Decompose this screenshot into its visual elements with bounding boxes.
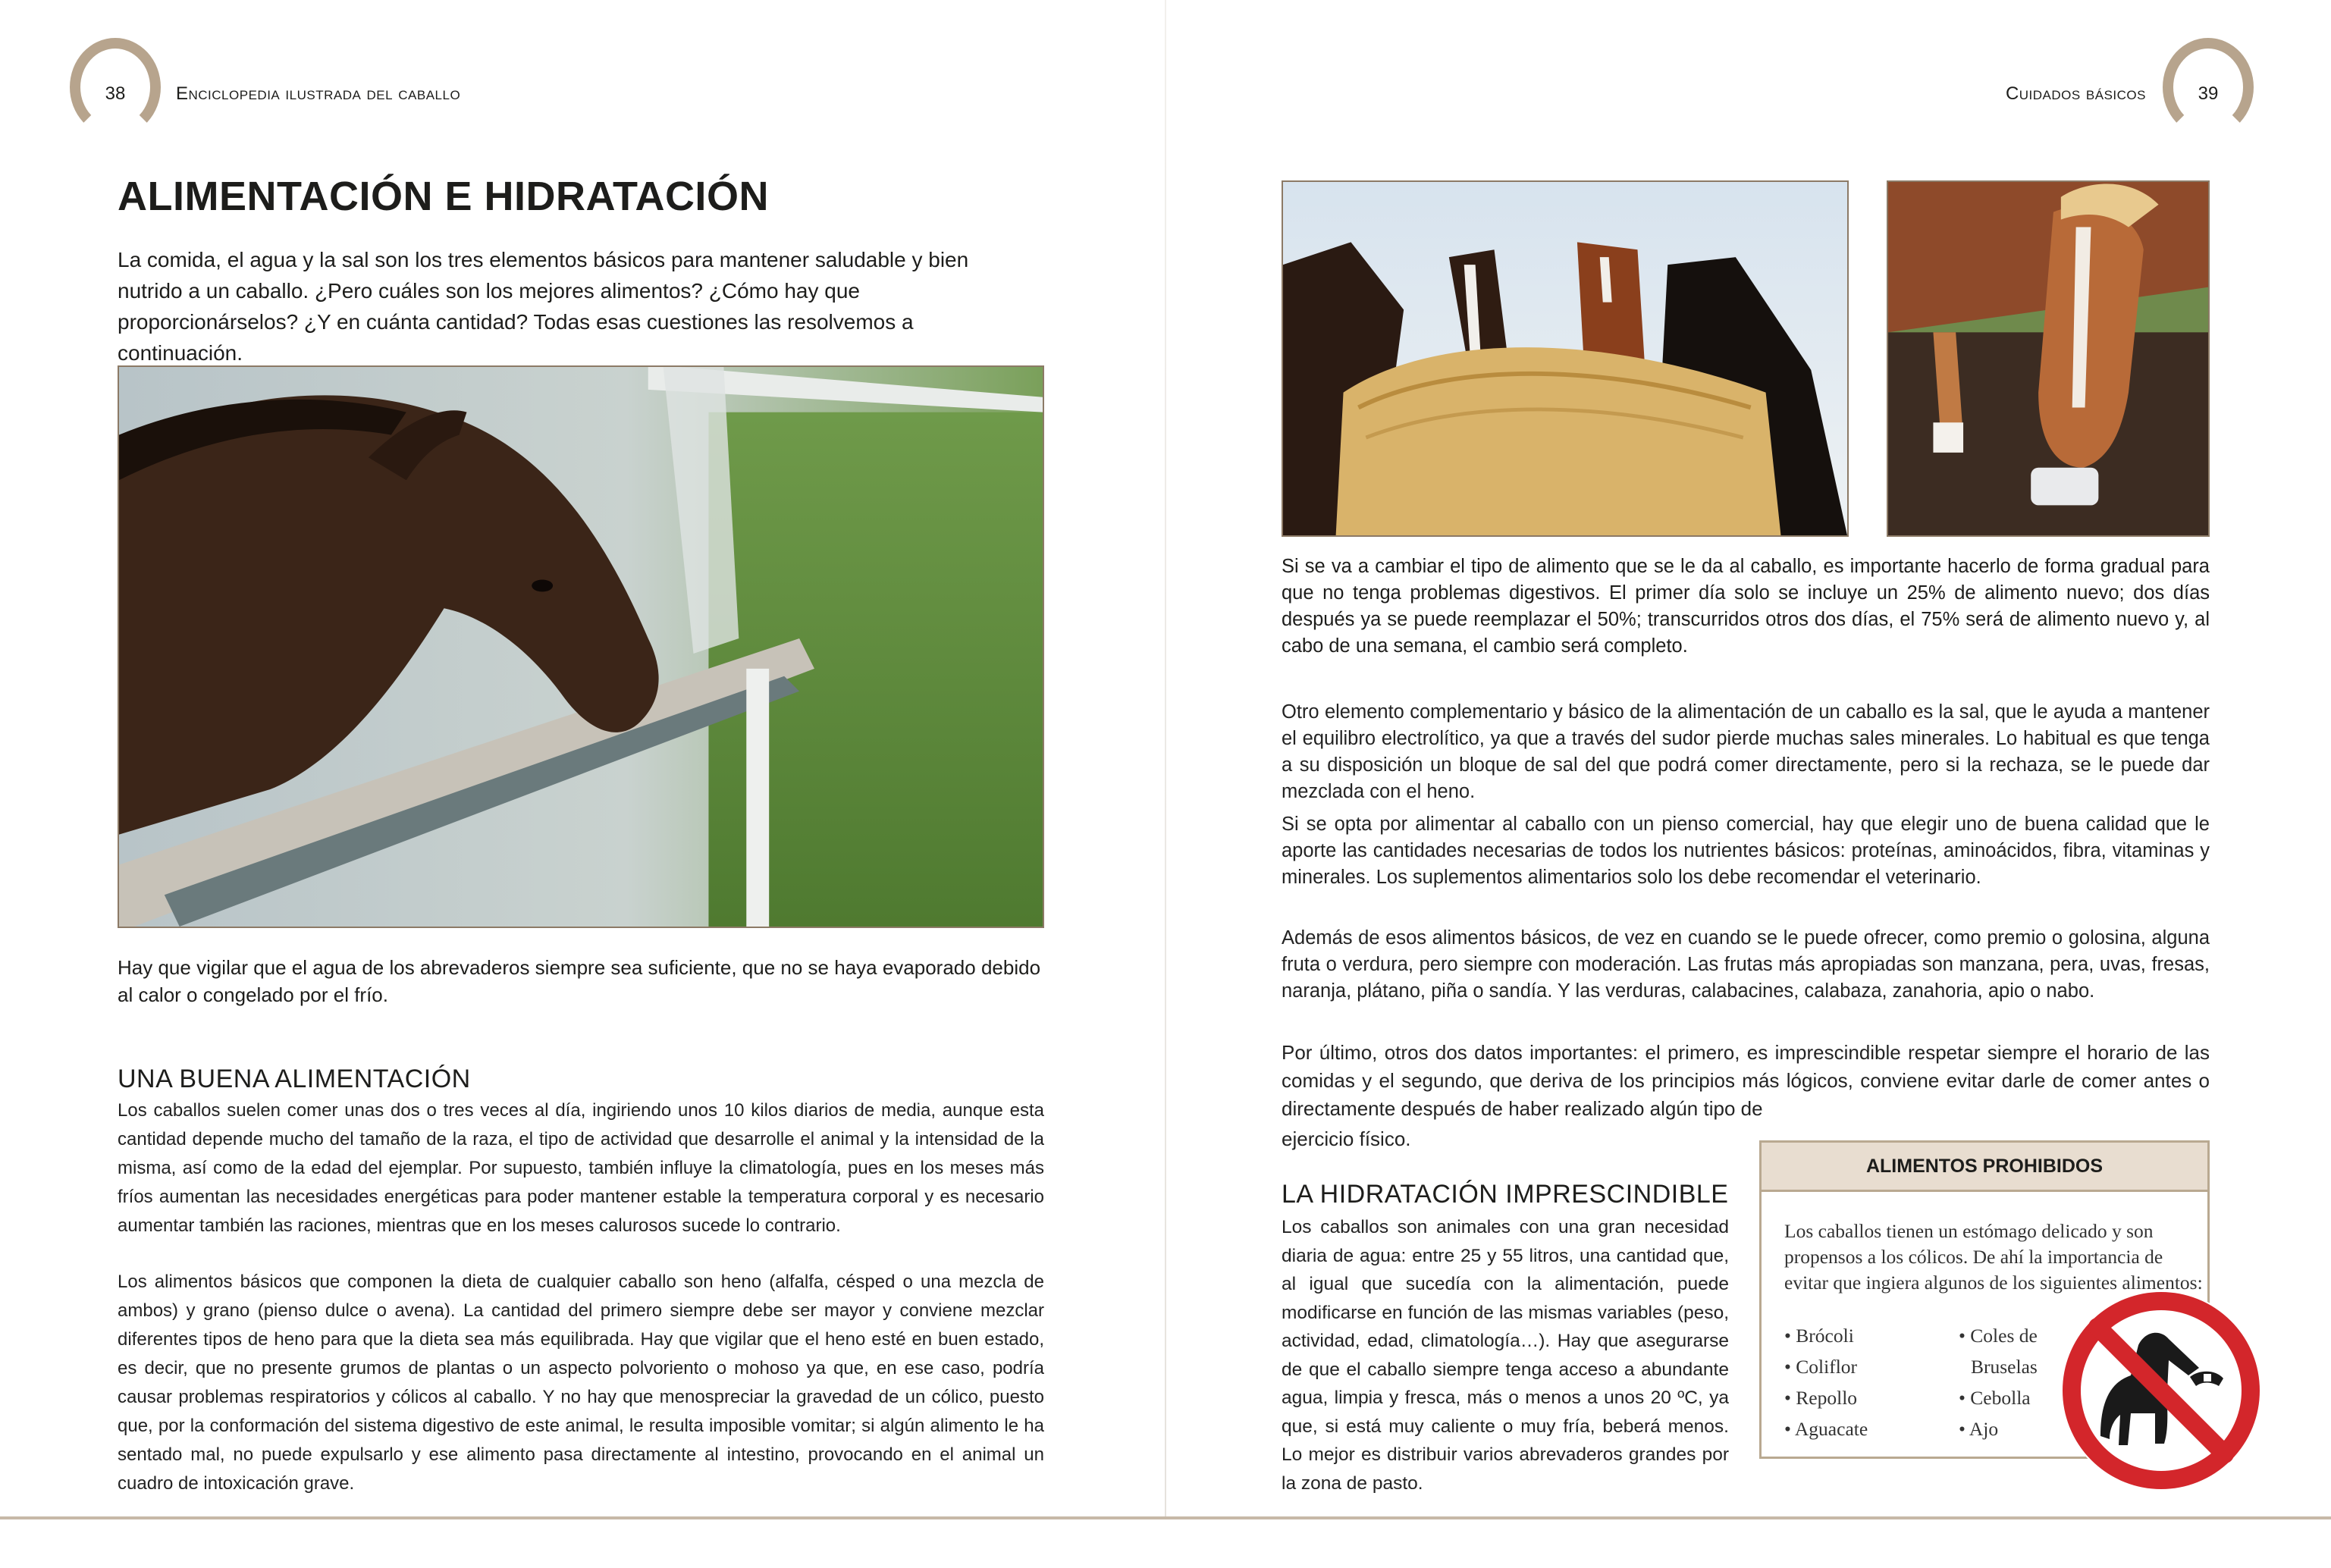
sal-paragraph: Otro elemento complementario y básico de la alimentación de un caballo es la sal, que le ayuda a mantener el equilibro electrolítico, ya que a través del sudor pierde muchas sales minerales. Lo habitual es que tenga a su disposición un bloque de sal del que podrá comer directamente, pero si la rechaza, se le puede dar mezclada con el heno. [1282,701,2210,802]
list-item: • Ajo [1959,1418,1999,1440]
forbidden-foods-list-col2 [1959,1320,2065,1444]
running-head-left [176,83,460,105]
list-item: • Coles de [1959,1325,2038,1347]
hidratacion-paragraph: Los caballos son animales con una gran necesidad diaria de agua: entre 25 y 55 litros, una cantidad que, al igual que sucedía con la alimentación, puede modificarse en función de las mismas variables (peso, actividad, edad, climatología…). Hay que asegurarse de que el caballo siempre tenga acceso a abundante agua, limpia y fresca, más o menos a unos 20 ºC, ya que, si está muy caliente o muy fría, beberá menos. Lo mejor es distribuir varios abrevaderos grandes por la zona de pasto. [1282,1217,1729,1494]
list-item: • Repollo [1784,1387,1858,1409]
list-item: • Brócoli [1784,1325,1854,1347]
list-item: • Cebolla [1959,1387,2031,1409]
photo-caption-left: Hay que vigilar que el agua de los abrevaderos siempre sea suficiente, que no se haya evaporado debido al calor o congelado por el frío. [118,956,1041,1006]
running-head-left-text: Enciclopedia ilustrada del caballo [176,83,461,104]
running-head-right-text: Cuidados básicos [2005,83,2146,104]
photo-caption-right: Si se va a cambiar el tipo de alimento que se le da al caballo, es importante hacerlo de forma gradual para que no tenga problemas digestivos. El primer día solo se incluye un 25% de alimento nuevo; dos días después ya se puede reemplazar el 50%; transcurridos otros dos días, el 75% será de alimento nuevo y, al cabo de una semana, el cambio será completo. [1282,556,2210,657]
list-item: • Aguacate [1784,1418,1868,1440]
page-title: ALIMENTACIÓN E HIDRATACIÓN [118,174,769,219]
no-feeding-horse-icon [2055,1284,2267,1497]
footer-rule [0,1516,2331,1519]
page-number-left: 38 [105,83,126,104]
running-head-right [1994,83,2146,105]
alimentacion-paragraph-2: Los alimentos básicos que componen la dieta de cualquier caballo son heno (alfalfa, césped o una mezcla de ambos) y grano (pienso dulce o avena). La cantidad del primero siempre debe ser mayor y conviene mezclar diferentes tipos de heno para que la dieta sea más equilibrada. Hay que vigilar que el heno esté en buen estado, es decir, que no presente grumos de plantas o un aspecto polvoriento o mohoso ya que, en ese caso, podría causar problemas respiratorios y cólicos al caballo. Y no hay que menospreciar la gravedad de un cólico, puesto que, por la conformación del sistema digestivo de este animal, le resulta imposible vomitar; si algún alimento le ha sentado mal, no puede expulsarlo y ese alimento pasa directamente al intestino, provocando en el animal un cuadro de intoxicación grave. [118,1272,1044,1494]
frutas-paragraph: Además de esos alimentos básicos, de vez en cuando se le puede ofrecer, como premio o golosina, alguna fruta o verdura, pero siempre con moderación. Las frutas más apropiadas son manzana, pera, uvas, fresas, naranja, plátano, piña o sandía. Y las verduras, calabacines, calabaza, zanahoria, apio o nabo. [1282,927,2210,1002]
alimentacion-paragraph-1: Los caballos suelen comer unas dos o tres veces al día, ingiriendo unos 10 kilos diarios de media, aunque esta cantidad depende mucho del tamaño de la raza, el tipo de actividad que desarrolle el animal y la intensidad de la misma, así como de la edad del ejemplar. Por supuesto, también influye la climatología, pues en los meses más fríos aumentan las necesidades energéticas para poder mantener estable la temperatura corporal y es necesario aumentar también las raciones, mientras que en los meses calurosos sucede lo contrario. [118,1100,1044,1236]
forbidden-foods-title: ALIMENTOS PROHIBIDOS [1762,1143,2207,1192]
horse-salt-block-photo [1887,180,2210,537]
forbidden-foods-intro: Los caballos tienen un estómago delicado y son propensos a los cólicos. De ahí la importancia de evitar que ingiera algunos de los siguientes alimentos: [1784,1220,2203,1294]
list-item: Bruselas [1971,1356,2038,1378]
page-gutter [1165,0,1166,1516]
list-item: • Coliflor [1784,1356,1858,1378]
ultimo-paragraph-end: ejercicio físico. [1282,1127,1411,1150]
page-number-right: 39 [2198,83,2219,104]
section-title-alimentacion: UNA BUENA ALIMENTACIÓN [118,1065,471,1093]
lead-paragraph: La comida, el agua y la sal son los tres elementos básicos para mantener saludable y bien nutrido a un caballo. ¿Pero cuáles son los mejores alimentos? ¿Cómo hay que proporcionárselos? ¿Y en cuánta cantidad? Todas esas cuestiones las resolvemos a continuación. [118,248,969,365]
horses-drinking-photo [118,365,1044,928]
forbidden-foods-list-col1 [1784,1320,1951,1444]
ultimo-paragraph: Por último, otros dos datos importantes: el primero, es imprescindible respetar siempre el horario de las comidas y el segundo, que deriva de los principios más lógicos, conviene evitar darle de comer antes o directamente después de haber realizado algún tipo de [1282,1041,2210,1120]
section-title-hidratacion: LA HIDRATACIÓN IMPRESCINDIBLE [1282,1180,1729,1209]
pienso-paragraph: Si se opta por alimentar al caballo con un pienso comercial, hay que elegir uno de buena calidad que le aporte las cantidades necesarias de todos los nutrientes básicos: proteínas, aminoácidos, fibra, vitaminas y minerales. Los suplementos alimentarios solo los debe recomendar el veterinario. [1282,814,2210,888]
horses-eating-hay-photo [1282,180,1849,537]
